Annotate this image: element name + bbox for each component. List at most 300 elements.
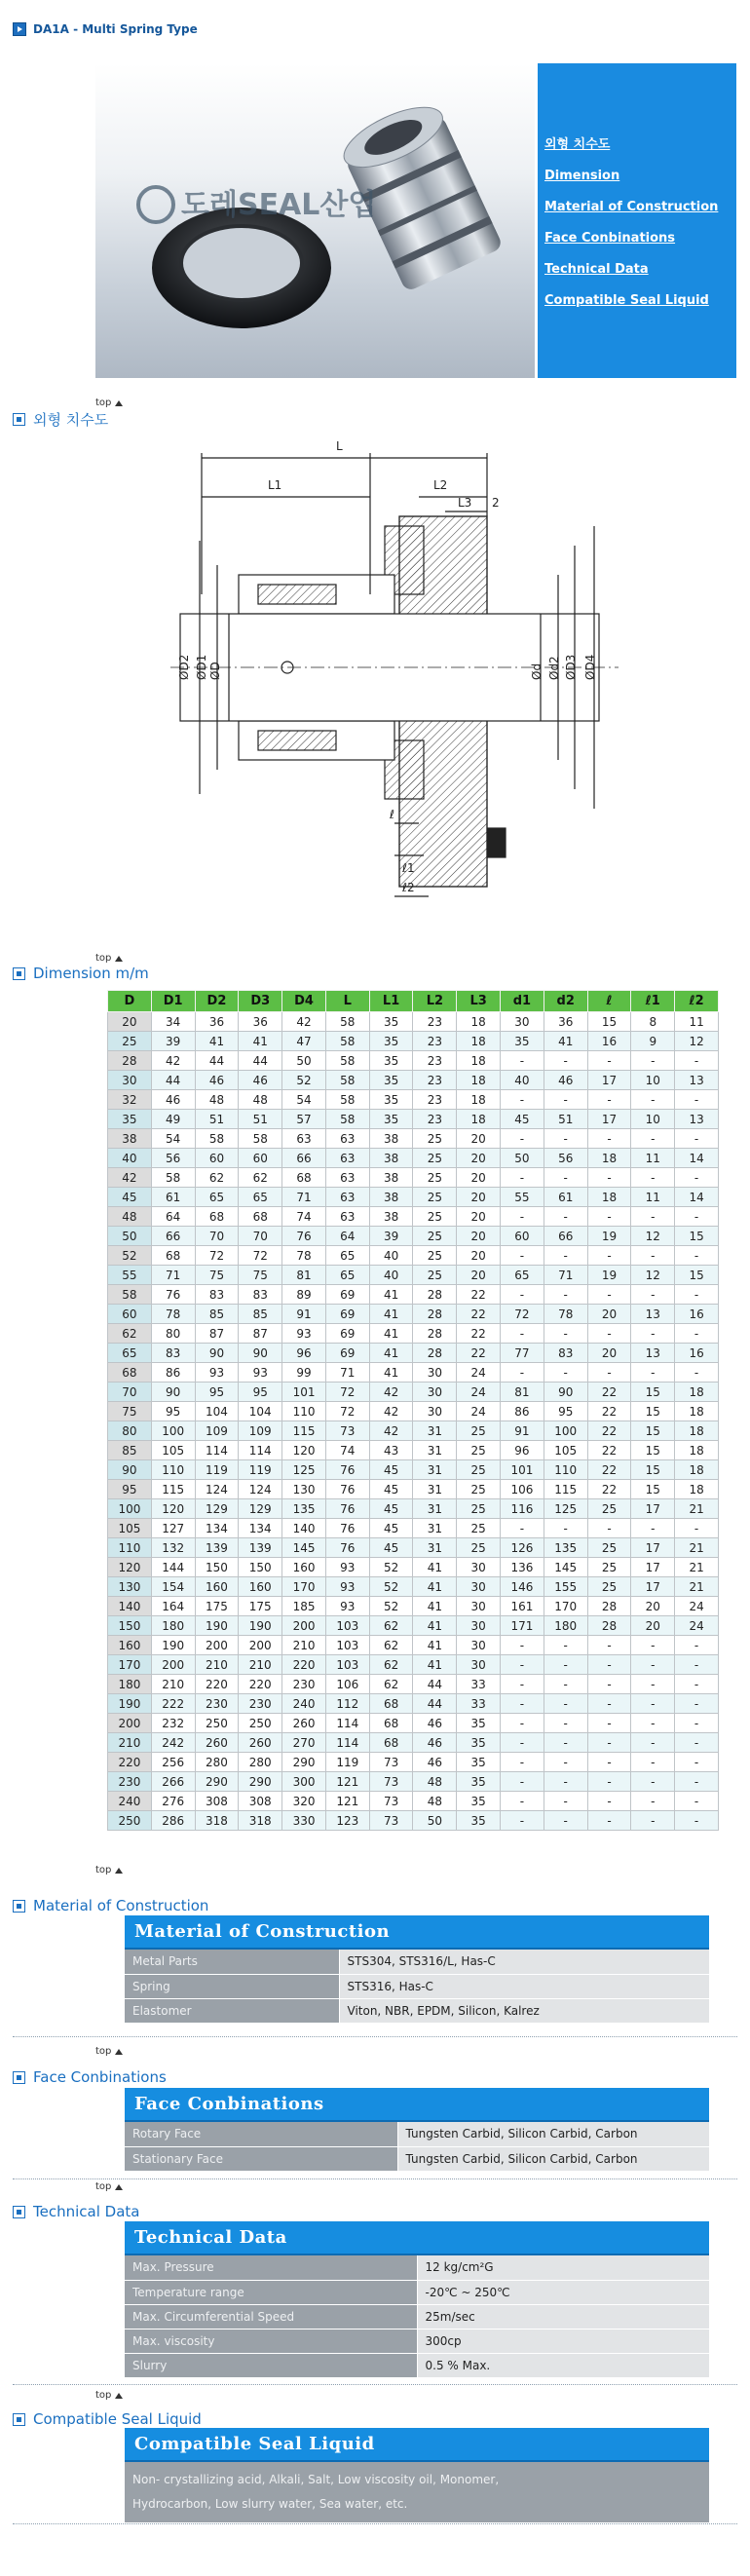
table-cell: 85 [108, 1441, 152, 1460]
technical-banner: Technical Data [125, 2221, 709, 2255]
table-cell: 132 [151, 1538, 195, 1558]
table-cell: 39 [369, 1227, 413, 1246]
table-cell: 34 [151, 1012, 195, 1032]
table-cell: 25 [108, 1032, 152, 1051]
table-cell: 200 [239, 1636, 282, 1655]
table-cell: 58 [151, 1168, 195, 1188]
table-row [108, 1227, 719, 1246]
table-cell: 93 [239, 1363, 282, 1383]
table-cell: 73 [325, 1421, 369, 1441]
table-cell: - [631, 1655, 675, 1675]
table-cell: 25 [457, 1519, 501, 1538]
table-row [108, 1246, 719, 1266]
table-cell: 11 [631, 1149, 675, 1168]
table-cell: 23 [413, 1012, 457, 1032]
product-title [13, 19, 198, 39]
table-cell: 86 [501, 1402, 544, 1421]
table-cell: 48 [195, 1090, 239, 1110]
table-cell: 100 [108, 1499, 152, 1519]
table-cell: 96 [501, 1441, 544, 1460]
table-cell: - [587, 1753, 631, 1772]
table-cell: 22 [457, 1324, 501, 1344]
table-cell: 18 [457, 1032, 501, 1051]
table-cell: 68 [369, 1714, 413, 1733]
column-header: D [108, 991, 152, 1012]
table-cell: 15 [675, 1266, 719, 1285]
table-cell: 38 [369, 1149, 413, 1168]
table-cell: 76 [325, 1519, 369, 1538]
table-cell: 250 [195, 1714, 239, 1733]
table-cell: 150 [195, 1558, 239, 1577]
section-material-heading: Material of Construction [13, 1897, 208, 1914]
table-cell: - [544, 1285, 587, 1305]
top-link[interactable]: top [95, 2181, 123, 2192]
seal-product-image [95, 63, 535, 378]
nav-material-link[interactable]: Material of Construction [544, 200, 719, 214]
section-liquid-heading: Compatible Seal Liquid [13, 2410, 202, 2428]
table-cell: 52 [369, 1558, 413, 1577]
table-cell: 30 [413, 1383, 457, 1402]
table-cell: 171 [501, 1616, 544, 1636]
technical-row: Max. Circumferential Speed 25m/sec [125, 2304, 709, 2329]
table-cell: 18 [457, 1071, 501, 1090]
column-header: ℓ1 [631, 991, 675, 1012]
table-cell: 73 [369, 1753, 413, 1772]
table-cell: 36 [544, 1012, 587, 1032]
table-row [108, 1207, 719, 1227]
table-cell: 28 [413, 1324, 457, 1344]
table-cell: 230 [282, 1675, 326, 1694]
table-cell: - [675, 1675, 719, 1694]
table-cell: - [675, 1655, 719, 1675]
table-cell: 58 [239, 1129, 282, 1149]
table-cell: 134 [195, 1519, 239, 1538]
table-cell: 48 [413, 1772, 457, 1792]
table-cell: 105 [544, 1441, 587, 1460]
table-cell: 106 [325, 1675, 369, 1694]
section-bullet-icon [13, 1900, 25, 1913]
table-row [108, 1499, 719, 1519]
table-cell: 110 [108, 1538, 152, 1558]
table-cell: 144 [151, 1558, 195, 1577]
table-cell: 61 [544, 1188, 587, 1207]
table-cell: 54 [151, 1129, 195, 1149]
table-cell: - [587, 1519, 631, 1538]
nav-liquid-link[interactable]: Compatible Seal Liquid [544, 293, 709, 308]
dim-L1: L1 [268, 478, 282, 492]
table-cell: - [631, 1246, 675, 1266]
table-cell: 240 [282, 1694, 326, 1714]
table-cell: 52 [369, 1577, 413, 1597]
top-link[interactable]: top [95, 398, 123, 408]
table-cell: 43 [369, 1441, 413, 1460]
table-row [108, 1129, 719, 1149]
table-cell: 42 [369, 1402, 413, 1421]
table-cell: 30 [501, 1012, 544, 1032]
table-cell: 16 [675, 1305, 719, 1324]
table-cell: - [675, 1714, 719, 1733]
table-cell: - [544, 1090, 587, 1110]
table-row [108, 1441, 719, 1460]
section-bullet-icon [13, 2206, 25, 2218]
table-cell: 58 [325, 1110, 369, 1129]
technical-row: Slurry 0.5 % Max. [125, 2353, 709, 2377]
table-cell: 52 [108, 1246, 152, 1266]
table-cell: 17 [631, 1577, 675, 1597]
nav-outline-link[interactable]: 외형 치수도 [544, 137, 611, 152]
table-cell: 31 [413, 1421, 457, 1441]
table-row [108, 1149, 719, 1168]
pressure-value: 12 kg/cm²G [417, 2255, 709, 2280]
table-cell: 33 [457, 1675, 501, 1694]
table-cell: 46 [413, 1733, 457, 1753]
table-cell: 28 [587, 1616, 631, 1636]
material-row: Spring STS316, Has-C [125, 1974, 709, 1998]
table-cell: 81 [282, 1266, 326, 1285]
table-cell: 22 [587, 1460, 631, 1480]
table-cell: 160 [108, 1636, 152, 1655]
top-link[interactable]: top [95, 1865, 123, 1875]
table-cell: 33 [457, 1694, 501, 1714]
table-cell: - [501, 1772, 544, 1792]
table-cell: 14 [675, 1149, 719, 1168]
column-header: d1 [501, 991, 544, 1012]
top-link[interactable]: top [95, 2390, 123, 2401]
table-cell: - [501, 1324, 544, 1344]
table-cell: 286 [151, 1811, 195, 1831]
table-cell: 23 [413, 1071, 457, 1090]
table-cell: 200 [195, 1636, 239, 1655]
table-cell: 266 [151, 1772, 195, 1792]
dim-D: ØD [208, 662, 222, 680]
table-row [108, 1792, 719, 1811]
table-cell: - [631, 1363, 675, 1383]
table-cell: - [675, 1519, 719, 1538]
table-cell: 63 [325, 1207, 369, 1227]
table-cell: 75 [108, 1402, 152, 1421]
table-cell: 35 [457, 1772, 501, 1792]
table-cell: 38 [369, 1168, 413, 1188]
column-header: L3 [457, 991, 501, 1012]
product-title-text: DA1A - Multi Spring Type [33, 22, 198, 36]
table-cell: - [675, 1090, 719, 1110]
table-cell: 25 [413, 1246, 457, 1266]
table-cell: - [544, 1675, 587, 1694]
table-cell: 44 [151, 1071, 195, 1090]
table-cell: 155 [544, 1577, 587, 1597]
table-cell: 15 [631, 1383, 675, 1402]
table-cell: 129 [239, 1499, 282, 1519]
table-cell: 93 [282, 1324, 326, 1344]
table-cell: 18 [675, 1480, 719, 1499]
table-cell: 18 [457, 1051, 501, 1071]
table-cell: - [631, 1636, 675, 1655]
table-cell: 45 [369, 1538, 413, 1558]
table-cell: - [631, 1090, 675, 1110]
table-cell: - [631, 1285, 675, 1305]
table-cell: - [675, 1324, 719, 1344]
table-cell: 150 [239, 1558, 282, 1577]
table-cell: - [675, 1051, 719, 1071]
table-cell: - [587, 1285, 631, 1305]
table-cell: 38 [369, 1188, 413, 1207]
table-cell: 21 [675, 1558, 719, 1577]
face-banner: Face Conbinations [125, 2088, 709, 2122]
table-cell: 38 [369, 1207, 413, 1227]
table-cell: 220 [108, 1753, 152, 1772]
table-cell: - [675, 1246, 719, 1266]
table-cell: 62 [108, 1324, 152, 1344]
table-cell: 40 [369, 1266, 413, 1285]
table-cell: 72 [501, 1305, 544, 1324]
table-cell: 21 [675, 1538, 719, 1558]
table-cell: 50 [501, 1149, 544, 1168]
section-outline-heading: 외형 치수도 [13, 409, 108, 430]
table-row [108, 1032, 719, 1051]
table-cell: 13 [675, 1110, 719, 1129]
table-cell: - [544, 1694, 587, 1714]
table-row [108, 1694, 719, 1714]
table-cell: 222 [151, 1694, 195, 1714]
table-cell: - [675, 1207, 719, 1227]
play-square-icon [13, 22, 26, 36]
table-cell: 18 [675, 1383, 719, 1402]
table-cell: 17 [631, 1499, 675, 1519]
table-cell: - [544, 1733, 587, 1753]
table-cell: - [501, 1285, 544, 1305]
table-cell: 8 [631, 1012, 675, 1032]
table-cell: 91 [282, 1305, 326, 1324]
nav-technical-link[interactable]: Technical Data [544, 262, 649, 277]
table-cell: - [587, 1207, 631, 1227]
table-cell: 25 [413, 1129, 457, 1149]
table-row [108, 1363, 719, 1383]
table-cell: 210 [108, 1733, 152, 1753]
table-cell: 103 [325, 1636, 369, 1655]
table-cell: 38 [108, 1129, 152, 1149]
table-cell: 22 [587, 1441, 631, 1460]
table-cell: 72 [325, 1383, 369, 1402]
top-link[interactable]: top [95, 2046, 123, 2057]
table-cell: - [544, 1655, 587, 1675]
table-cell: 41 [195, 1032, 239, 1051]
table-cell: - [544, 1753, 587, 1772]
table-cell: 308 [195, 1792, 239, 1811]
table-cell: 300 [282, 1772, 326, 1792]
technical-box [125, 2221, 709, 2378]
table-cell: 22 [457, 1344, 501, 1363]
table-cell: - [544, 1051, 587, 1071]
table-row [108, 1558, 719, 1577]
table-cell: 126 [501, 1538, 544, 1558]
table-cell: 104 [239, 1402, 282, 1421]
table-cell: 63 [282, 1129, 326, 1149]
product-photo [95, 63, 535, 378]
table-cell: - [587, 1051, 631, 1071]
table-cell: - [544, 1792, 587, 1811]
table-cell: 31 [413, 1460, 457, 1480]
table-cell: 22 [587, 1383, 631, 1402]
table-cell: 90 [544, 1383, 587, 1402]
table-cell: 50 [108, 1227, 152, 1246]
table-cell: 20 [587, 1344, 631, 1363]
table-cell: 83 [195, 1285, 239, 1305]
table-cell: 83 [544, 1344, 587, 1363]
table-cell: - [675, 1694, 719, 1714]
table-cell: 210 [151, 1675, 195, 1694]
table-cell: - [675, 1772, 719, 1792]
table-cell: 115 [151, 1480, 195, 1499]
nav-dimension-link[interactable]: Dimension [544, 169, 620, 183]
table-row [108, 1753, 719, 1772]
table-cell: 76 [325, 1499, 369, 1519]
table-cell: 90 [151, 1383, 195, 1402]
table-row [108, 1460, 719, 1480]
table-cell: 25 [413, 1149, 457, 1168]
material-row: Elastomer Viton, NBR, EPDM, Silicon, Kalrez [125, 1998, 709, 2023]
table-row [108, 1344, 719, 1363]
table-cell: 220 [239, 1675, 282, 1694]
table-cell: 100 [151, 1421, 195, 1441]
face-row: Rotary Face Tungsten Carbid, Silicon Carbid, Carbon [125, 2122, 709, 2146]
table-cell: 30 [457, 1616, 501, 1636]
logo-watermark: 도레SEAL산업 [181, 188, 377, 222]
table-cell: - [675, 1733, 719, 1753]
table-cell: 136 [501, 1558, 544, 1577]
table-cell: 20 [457, 1246, 501, 1266]
table-cell: 24 [457, 1363, 501, 1383]
table-cell: 46 [151, 1090, 195, 1110]
table-cell: 200 [282, 1616, 326, 1636]
table-cell: 35 [108, 1110, 152, 1129]
table-cell: 129 [195, 1499, 239, 1519]
table-cell: 30 [457, 1577, 501, 1597]
table-cell: - [501, 1811, 544, 1831]
table-cell: - [631, 1324, 675, 1344]
table-cell: - [587, 1324, 631, 1344]
table-cell: 73 [369, 1811, 413, 1831]
table-cell: 18 [457, 1110, 501, 1129]
table-cell: 68 [369, 1733, 413, 1753]
table-cell: - [587, 1733, 631, 1753]
table-cell: 46 [413, 1714, 457, 1733]
table-cell: 120 [108, 1558, 152, 1577]
table-cell: - [631, 1811, 675, 1831]
table-row [108, 1168, 719, 1188]
table-row [108, 1577, 719, 1597]
divider [13, 2523, 737, 2524]
table-cell: 80 [151, 1324, 195, 1344]
table-cell: 65 [325, 1246, 369, 1266]
table-cell: 190 [151, 1636, 195, 1655]
table-cell: 190 [239, 1616, 282, 1636]
table-cell: 55 [108, 1266, 152, 1285]
table-cell: 210 [239, 1655, 282, 1675]
divider [13, 2384, 737, 2385]
column-header: ℓ2 [675, 991, 719, 1012]
table-cell: 124 [195, 1480, 239, 1499]
table-cell: 70 [239, 1227, 282, 1246]
table-cell: 31 [413, 1499, 457, 1519]
table-cell: 24 [675, 1597, 719, 1616]
table-cell: 44 [413, 1694, 457, 1714]
table-cell: 114 [325, 1733, 369, 1753]
table-cell: 20 [457, 1188, 501, 1207]
nav-face-link[interactable]: Face Conbinations [544, 231, 676, 246]
table-cell: - [587, 1792, 631, 1811]
table-cell: 95 [239, 1383, 282, 1402]
section-technical-heading: Technical Data [13, 2203, 139, 2220]
table-cell: - [675, 1168, 719, 1188]
table-cell: 110 [282, 1402, 326, 1421]
divider [13, 2036, 737, 2037]
table-cell: 58 [325, 1032, 369, 1051]
hero-banner [95, 63, 736, 378]
table-cell: - [631, 1792, 675, 1811]
table-cell: - [501, 1733, 544, 1753]
table-cell: 318 [239, 1811, 282, 1831]
table-cell: 18 [587, 1188, 631, 1207]
table-cell: 25 [457, 1499, 501, 1519]
table-cell: 74 [282, 1207, 326, 1227]
table-cell: 25 [413, 1266, 457, 1285]
table-cell: 60 [501, 1227, 544, 1246]
table-row [108, 1675, 719, 1694]
table-cell: 330 [282, 1811, 326, 1831]
table-cell: 9 [631, 1032, 675, 1051]
table-cell: 56 [544, 1149, 587, 1168]
table-cell: 121 [325, 1792, 369, 1811]
table-cell: 105 [151, 1441, 195, 1460]
table-cell: 25 [587, 1538, 631, 1558]
table-cell: 25 [457, 1421, 501, 1441]
table-cell: 14 [675, 1188, 719, 1207]
table-cell: - [631, 1168, 675, 1188]
table-cell: - [501, 1675, 544, 1694]
table-cell: 63 [325, 1129, 369, 1149]
table-cell: 46 [413, 1753, 457, 1772]
table-cell: 40 [501, 1071, 544, 1090]
table-cell: 110 [544, 1460, 587, 1480]
table-cell: 66 [151, 1227, 195, 1246]
top-link[interactable]: top [95, 953, 123, 964]
table-cell: 45 [369, 1499, 413, 1519]
table-cell: 20 [631, 1597, 675, 1616]
table-cell: 24 [675, 1616, 719, 1636]
table-cell: 61 [151, 1188, 195, 1207]
table-cell: 125 [282, 1460, 326, 1480]
table-cell: - [675, 1811, 719, 1831]
table-cell: 25 [413, 1227, 457, 1246]
table-row [108, 1714, 719, 1733]
table-cell: - [544, 1519, 587, 1538]
table-cell: 58 [108, 1285, 152, 1305]
table-cell: 76 [282, 1227, 326, 1246]
table-cell: 44 [413, 1675, 457, 1694]
table-cell: 105 [108, 1519, 152, 1538]
table-cell: 130 [282, 1480, 326, 1499]
table-cell: 95 [151, 1402, 195, 1421]
dim-2: 2 [492, 496, 500, 510]
table-cell: 320 [282, 1792, 326, 1811]
table-cell: - [544, 1636, 587, 1655]
table-cell: 62 [369, 1655, 413, 1675]
table-cell: - [675, 1792, 719, 1811]
table-cell: 45 [369, 1460, 413, 1480]
table-cell: 25 [413, 1188, 457, 1207]
table-cell: 18 [675, 1441, 719, 1460]
table-cell: 44 [195, 1051, 239, 1071]
